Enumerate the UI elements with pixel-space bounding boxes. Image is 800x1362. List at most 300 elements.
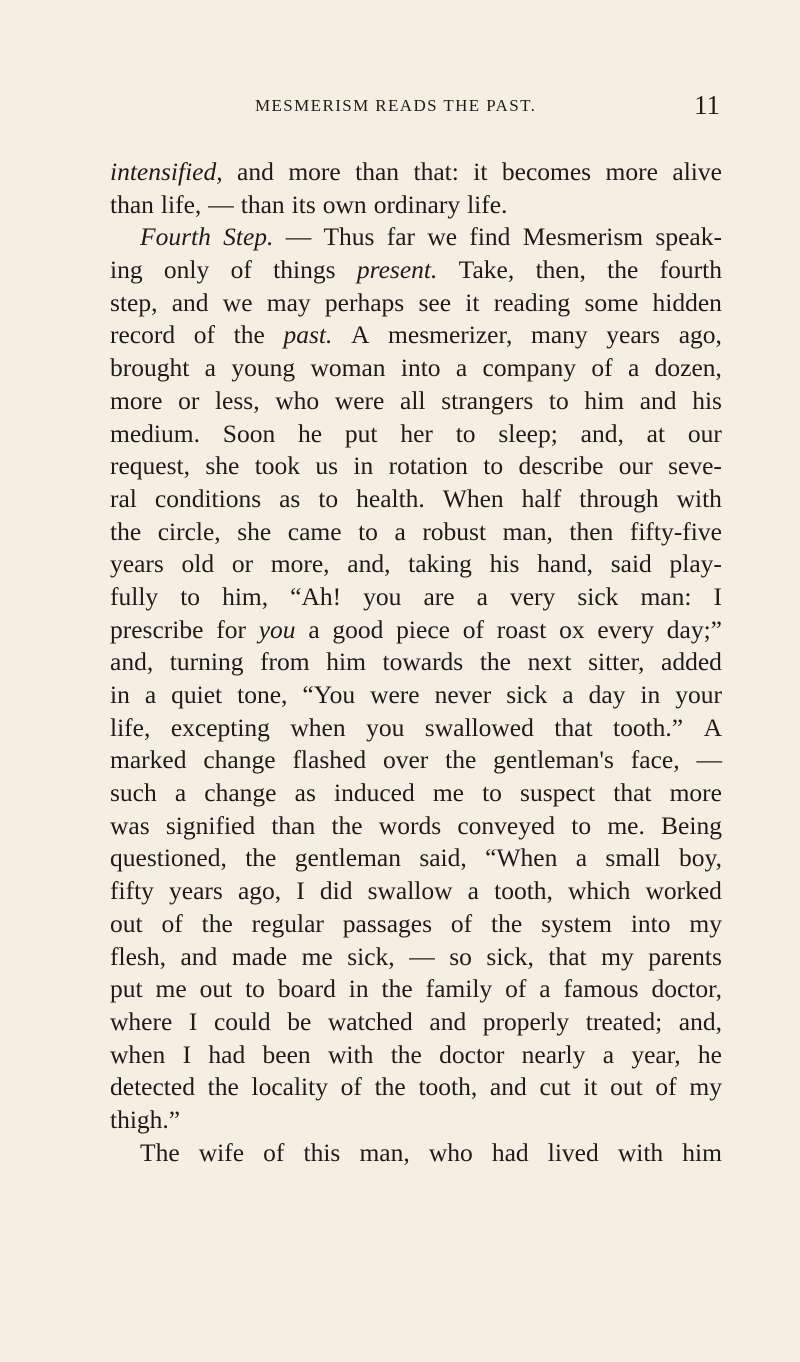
- word: it: [583, 1072, 598, 1102]
- word: fourth: [659, 255, 722, 285]
- word: quiet: [171, 680, 223, 709]
- text-line: [110, 810, 722, 843]
- word: had: [208, 1039, 246, 1069]
- word: years: [169, 876, 223, 906]
- word: in: [640, 680, 661, 709]
- word: sleep;: [498, 418, 558, 448]
- word: a: [174, 778, 187, 808]
- word: than: [240, 189, 285, 219]
- text-line: [110, 516, 722, 549]
- text-line: [110, 1104, 722, 1137]
- word: of: [193, 320, 216, 350]
- running-title: MESMERISM READS THE PAST.: [255, 96, 537, 115]
- word: her: [400, 418, 433, 448]
- word: and,: [110, 647, 154, 677]
- word: lived: [547, 1137, 599, 1167]
- word: regular: [251, 908, 324, 938]
- word: more,: [270, 549, 330, 579]
- text-line: [110, 973, 722, 1006]
- word: it: [465, 287, 480, 317]
- word: conveyed: [457, 810, 556, 840]
- word: induced: [333, 778, 415, 808]
- word: she: [237, 516, 272, 546]
- word: taking: [408, 549, 472, 579]
- word: and: [429, 1006, 467, 1036]
- word: man,: [359, 1137, 410, 1167]
- word: treated;: [585, 1006, 663, 1036]
- word: she: [205, 451, 240, 481]
- word: the: [381, 974, 413, 1004]
- word: dozen,: [654, 353, 722, 383]
- word: brought: [110, 353, 190, 383]
- word: you: [366, 712, 405, 742]
- word: out: [110, 908, 143, 938]
- word: for: [216, 614, 246, 644]
- word: a: [575, 843, 588, 873]
- word: a: [467, 876, 479, 906]
- word: more: [605, 157, 658, 186]
- word: and,: [678, 1006, 722, 1036]
- word: to: [245, 974, 265, 1004]
- word: to: [180, 581, 201, 611]
- word: many: [530, 320, 588, 350]
- word: such: [110, 778, 157, 808]
- word: a: [455, 353, 468, 383]
- text-line: [110, 777, 722, 810]
- text-line: [110, 156, 722, 189]
- word: a: [308, 614, 320, 644]
- word: speak-: [655, 222, 722, 252]
- word: conditions: [154, 483, 262, 513]
- word: I: [182, 1039, 192, 1069]
- word: than: [271, 810, 316, 840]
- word: describe: [518, 451, 604, 481]
- word: face,: [630, 745, 680, 775]
- word: in: [353, 451, 374, 481]
- word: and,: [580, 418, 624, 448]
- text-line: [110, 842, 722, 875]
- word: detected: [110, 1072, 195, 1102]
- word: A: [703, 712, 722, 742]
- word: the: [233, 320, 265, 350]
- word: of: [340, 1072, 362, 1102]
- word: my: [689, 908, 722, 938]
- word: could: [213, 1006, 271, 1036]
- word: Mesmerism: [522, 222, 644, 252]
- word: questioned,: [110, 843, 227, 873]
- text-line: [110, 941, 722, 974]
- word: parents: [648, 941, 722, 971]
- word: a: [476, 581, 488, 611]
- word: company: [482, 353, 577, 383]
- word: this: [303, 1137, 341, 1167]
- word: only: [163, 255, 210, 285]
- word: request,: [110, 451, 191, 481]
- word: “When: [485, 843, 558, 873]
- word: tooth,: [418, 1072, 478, 1102]
- word: swallow: [367, 876, 453, 906]
- word: the: [607, 255, 639, 285]
- word: —: [409, 941, 435, 971]
- word: your: [675, 680, 722, 709]
- word: the: [445, 745, 477, 775]
- word: man,: [502, 516, 553, 546]
- word: I: [188, 1006, 198, 1036]
- word: suspect: [520, 778, 596, 808]
- word: Thus: [323, 222, 375, 252]
- word: ago,: [237, 876, 282, 906]
- word: to: [318, 483, 339, 513]
- text-line: [110, 254, 722, 287]
- word: him,: [222, 581, 269, 611]
- word: A: [350, 320, 370, 350]
- word: said: [610, 549, 652, 579]
- word: the: [110, 516, 142, 546]
- word: he: [697, 1039, 722, 1069]
- text-line: [110, 581, 722, 614]
- word: tooth,: [494, 876, 553, 906]
- word: —: [208, 189, 234, 219]
- word: change: [203, 745, 276, 775]
- word: good: [332, 614, 384, 644]
- word: you: [363, 581, 402, 611]
- word: wife: [198, 1137, 245, 1167]
- word: sick: [506, 680, 548, 709]
- word: “Ah!: [290, 581, 342, 611]
- word: which: [568, 876, 631, 906]
- word: circle,: [157, 516, 221, 546]
- word: every: [597, 614, 654, 644]
- word: did: [319, 876, 353, 906]
- text-line: [110, 712, 722, 745]
- word: the: [245, 843, 277, 873]
- word: life,: [110, 712, 151, 742]
- text-line: [110, 418, 722, 451]
- word: properly: [482, 1006, 570, 1036]
- word: mesmerizer,: [388, 320, 513, 350]
- word: of: [161, 908, 183, 938]
- word: own: [322, 189, 367, 219]
- word: excepting: [170, 712, 270, 742]
- word: strangers: [441, 385, 534, 415]
- word: me.: [607, 810, 645, 840]
- word: came: [287, 516, 342, 546]
- word: him: [682, 1137, 722, 1167]
- word: out: [199, 974, 233, 1004]
- word: was: [110, 810, 150, 840]
- word: perhaps: [324, 287, 405, 317]
- word: intensified,: [110, 157, 223, 186]
- word: with: [676, 483, 722, 513]
- word: than: [110, 189, 154, 219]
- text-line: [110, 646, 722, 679]
- text-line: [110, 744, 722, 777]
- word: with: [617, 1137, 664, 1167]
- word: be: [287, 1006, 312, 1036]
- word: towards: [382, 647, 464, 677]
- word: day: [588, 680, 626, 709]
- text-line: [110, 483, 722, 516]
- word: Soon: [222, 418, 276, 448]
- word: are: [423, 581, 455, 611]
- word: made: [231, 941, 288, 971]
- word: half: [521, 483, 562, 513]
- word: life,: [160, 189, 202, 219]
- word: that: [613, 778, 652, 808]
- word: When: [442, 483, 504, 513]
- word: doctor,: [651, 974, 722, 1004]
- word: board: [277, 974, 336, 1004]
- word: as: [279, 483, 301, 513]
- word: a: [394, 516, 406, 546]
- word: next: [527, 647, 572, 677]
- word: than: [355, 157, 400, 186]
- word: piece: [396, 614, 450, 644]
- word: doctor: [439, 1039, 505, 1069]
- word: our: [687, 418, 722, 448]
- word: you: [258, 614, 296, 644]
- word: sick,: [486, 941, 534, 971]
- text-line: [110, 679, 722, 712]
- word: play-: [669, 549, 722, 579]
- text-line: [110, 221, 722, 254]
- word: the: [479, 647, 511, 677]
- page-number: 11: [694, 90, 720, 120]
- word: over: [382, 745, 429, 775]
- word: gentleman: [294, 843, 401, 873]
- word: family: [425, 974, 493, 1004]
- word: ral: [110, 483, 137, 513]
- word: that: [548, 941, 587, 971]
- word: where: [110, 1006, 173, 1036]
- text-line: [110, 908, 722, 941]
- word: years: [606, 320, 661, 350]
- word: sitter,: [588, 647, 645, 677]
- word: Take,: [458, 255, 515, 285]
- word: we: [222, 287, 253, 317]
- word: some: [584, 287, 639, 317]
- word: my: [601, 941, 634, 971]
- word: signified: [165, 810, 256, 840]
- word: me: [432, 778, 464, 808]
- word: put: [110, 974, 143, 1004]
- word: may: [266, 287, 311, 317]
- word: boy,: [679, 843, 722, 873]
- word: in: [348, 974, 369, 1004]
- word: woman: [310, 353, 386, 383]
- word: a: [539, 974, 551, 1004]
- word: been: [262, 1039, 311, 1069]
- word: find: [469, 222, 511, 252]
- word: turning: [169, 647, 244, 677]
- word: Being: [661, 810, 722, 840]
- word: out: [610, 1072, 643, 1102]
- text-line: [110, 450, 722, 483]
- text-line: [110, 548, 722, 581]
- word: and: [639, 385, 677, 415]
- word: change: [204, 778, 277, 808]
- word: at: [646, 418, 666, 448]
- word: hand,: [537, 549, 594, 579]
- word: more: [288, 157, 341, 186]
- word: and: [171, 287, 209, 317]
- word: had: [491, 1137, 529, 1167]
- word: with: [328, 1039, 374, 1069]
- text-line: [110, 614, 722, 647]
- word: the: [207, 1072, 239, 1102]
- text-line: [110, 189, 722, 222]
- word: life.: [467, 189, 508, 219]
- word: of: [450, 908, 473, 938]
- word: me: [301, 941, 333, 971]
- word: in: [110, 680, 130, 709]
- word: who: [275, 385, 320, 415]
- word: prescribe: [110, 614, 204, 644]
- word: old: [181, 549, 215, 579]
- word: when: [290, 712, 346, 742]
- word: us: [315, 451, 339, 481]
- word: seve-: [668, 451, 722, 481]
- word: my: [689, 1072, 722, 1102]
- word: or: [231, 549, 254, 579]
- word: of: [505, 974, 527, 1004]
- word: famous: [563, 974, 639, 1004]
- word: gentleman's: [493, 745, 614, 775]
- word: ing: [110, 255, 143, 285]
- word: took: [254, 451, 301, 481]
- word: it: [473, 157, 488, 186]
- word: fifty-five: [629, 516, 722, 546]
- word: flashed: [292, 745, 367, 775]
- word: we: [427, 222, 458, 252]
- word: of: [230, 255, 252, 285]
- word: I: [296, 876, 305, 906]
- word: our: [618, 451, 653, 481]
- word: and: [237, 157, 274, 186]
- word: fully: [110, 581, 159, 611]
- word: sick,: [347, 941, 395, 971]
- word: watched: [327, 1006, 413, 1036]
- word: “You: [302, 680, 356, 709]
- word: —: [285, 222, 312, 252]
- word: worked: [645, 876, 722, 906]
- word: when: [110, 1039, 166, 1069]
- word: ordinary: [373, 189, 461, 219]
- word: year,: [631, 1039, 681, 1069]
- word: a: [204, 353, 216, 383]
- word: reading: [493, 287, 571, 317]
- word: fifty: [110, 876, 154, 906]
- word: less,: [214, 385, 260, 415]
- word: its: [291, 189, 316, 219]
- word: more: [669, 778, 722, 808]
- text-line: [110, 352, 722, 385]
- word: never: [434, 680, 492, 709]
- word: or: [178, 385, 200, 415]
- word: day;”: [666, 614, 722, 644]
- word: system: [541, 908, 612, 938]
- word: past.: [283, 320, 333, 350]
- word: marked: [110, 745, 187, 775]
- word: as: [294, 778, 316, 808]
- word: the: [374, 1072, 406, 1102]
- word: said,: [419, 843, 467, 873]
- word: young: [231, 353, 296, 383]
- word: far: [386, 222, 416, 252]
- word: tooth.”: [613, 712, 684, 742]
- word: Step.: [223, 222, 274, 252]
- word: his: [692, 385, 722, 415]
- text-line: [110, 287, 722, 320]
- word: years: [110, 549, 164, 579]
- word: small: [605, 843, 661, 873]
- word: rotation: [388, 451, 468, 481]
- text-line: [110, 875, 722, 908]
- word: that: [554, 712, 593, 742]
- word: to: [483, 451, 504, 481]
- word: all: [400, 385, 426, 415]
- word: flesh,: [110, 941, 166, 971]
- word: roast: [496, 614, 547, 644]
- word: of: [263, 1137, 285, 1167]
- body-text: [110, 156, 722, 1169]
- word: to: [548, 385, 569, 415]
- word: of: [591, 353, 613, 383]
- text-line: [110, 385, 722, 418]
- word: to: [482, 778, 502, 808]
- word: into: [630, 908, 671, 938]
- word: becomes: [501, 157, 592, 186]
- word: and: [180, 941, 218, 971]
- word: and: [489, 1072, 527, 1102]
- word: to: [455, 418, 476, 448]
- word: robust: [422, 516, 487, 546]
- word: very: [509, 581, 556, 611]
- word: The: [140, 1137, 180, 1167]
- word: hidden: [652, 287, 722, 317]
- word: of: [462, 614, 484, 644]
- word: that:: [413, 157, 459, 186]
- word: medium.: [110, 418, 200, 448]
- word: through: [579, 483, 659, 513]
- word: a: [562, 680, 574, 709]
- word: passages: [342, 908, 433, 938]
- word: who: [428, 1137, 473, 1167]
- word: record: [110, 320, 176, 350]
- word: man:: [640, 581, 692, 611]
- word: him: [584, 385, 625, 415]
- word: ox: [559, 614, 585, 644]
- word: me: [155, 974, 187, 1004]
- word: more: [110, 385, 163, 415]
- word: I: [713, 581, 722, 611]
- word: the: [491, 908, 523, 938]
- word: things: [273, 255, 336, 285]
- word: from: [260, 647, 310, 677]
- word: ago,: [678, 320, 722, 350]
- word: tone,: [237, 680, 288, 709]
- word: then,: [535, 255, 586, 285]
- word: of: [655, 1072, 677, 1102]
- word: see: [418, 287, 452, 317]
- word: a: [602, 1039, 615, 1069]
- word: the: [201, 908, 233, 938]
- word: to: [358, 516, 378, 546]
- word: into: [400, 353, 441, 383]
- word: cut: [539, 1072, 571, 1102]
- word: present.: [356, 255, 438, 285]
- word: so: [449, 941, 472, 971]
